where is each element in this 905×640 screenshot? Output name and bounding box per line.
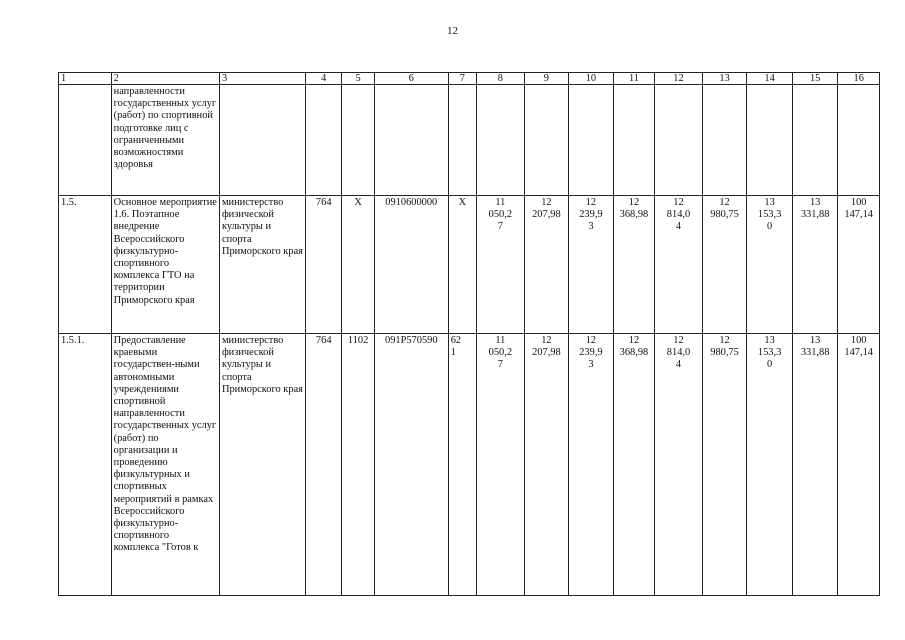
empty-cell (569, 85, 614, 196)
amount-cell: 13 153,3 0 (747, 196, 793, 334)
total-amount-cell: 100 147,14 (838, 334, 880, 596)
header-cell: 11 (613, 73, 655, 85)
expense-type-cell: X (448, 196, 476, 334)
row-number-cell (59, 85, 112, 196)
empty-cell (747, 85, 793, 196)
page-number: 12 (447, 25, 458, 37)
header-cell: 2 (111, 73, 219, 85)
header-row (59, 73, 880, 85)
amount-cell: 11 050,2 7 (477, 196, 525, 334)
header-cell: 10 (569, 73, 614, 85)
empty-cell (374, 85, 448, 196)
section-code-cell: 1102 (342, 334, 374, 596)
header-cell: 12 (655, 73, 703, 85)
header-cell: 5 (342, 73, 374, 85)
target-code-cell: 0910600000 (374, 196, 448, 334)
empty-cell (838, 85, 880, 196)
empty-cell (219, 85, 305, 196)
amount-cell: 13 153,3 0 (747, 334, 793, 596)
amount-cell: 12 207,98 (524, 196, 569, 334)
header-cell: 3 (219, 73, 305, 85)
empty-cell (477, 85, 525, 196)
activity-name-cell: Предоставление краевыми государствен-ными автономными учреждениями спортивной направленности государственных услуг (работ) по организации и проведению физкультурных и спортивных мероприятий в рамках Всероссийского физкультурно-спортивного комплекса "Готов к (111, 334, 219, 596)
section-code-cell: X (342, 196, 374, 334)
row-number-cell: 1.5. (59, 196, 112, 334)
header-cell: 7 (448, 73, 476, 85)
table-row-1-5-1 (59, 334, 880, 596)
activity-name-cell: Основное мероприятие 1.6. Поэтапное внедрение Всероссийского физкультурно-спортивного комплекса ГТО на территории Приморского края (111, 196, 219, 334)
grbs-code-cell: 764 (306, 334, 342, 596)
empty-cell (655, 85, 703, 196)
responsible-cell: министерство физической культуры и спорта Приморского края (219, 334, 305, 596)
total-amount-cell: 100 147,14 (838, 196, 880, 334)
amount-cell: 12 814,0 4 (655, 334, 703, 596)
header-cell: 9 (524, 73, 569, 85)
amount-cell: 12 368,98 (613, 334, 655, 596)
header-cell: 15 (792, 73, 838, 85)
header-cell: 13 (702, 73, 747, 85)
empty-cell (448, 85, 476, 196)
empty-cell (702, 85, 747, 196)
amount-cell: 12 239,9 3 (569, 334, 614, 596)
expense-type-cell: 62 1 (448, 334, 476, 596)
empty-cell (306, 85, 342, 196)
header-cell: 16 (838, 73, 880, 85)
empty-cell (342, 85, 374, 196)
empty-cell (792, 85, 838, 196)
grbs-code-cell: 764 (306, 196, 342, 334)
table-row-continuation (59, 85, 880, 196)
header-cell: 6 (374, 73, 448, 85)
amount-cell: 12 239,9 3 (569, 196, 614, 334)
amount-cell: 12 814,0 4 (655, 196, 703, 334)
amount-cell: 13 331,88 (792, 334, 838, 596)
row-number-cell: 1.5.1. (59, 334, 112, 596)
header-cell: 1 (59, 73, 112, 85)
budget-table (58, 72, 880, 596)
empty-cell (613, 85, 655, 196)
amount-cell: 13 331,88 (792, 196, 838, 334)
empty-cell (524, 85, 569, 196)
amount-cell: 12 368,98 (613, 196, 655, 334)
responsible-cell: министерство физической культуры и спорта Приморского края (219, 196, 305, 334)
activity-name-cell: направленности государственных услуг (работ) по спортивной подготовке лиц с ограниченными возможностями здоровья (111, 85, 219, 196)
amount-cell: 12 207,98 (524, 334, 569, 596)
amount-cell: 11 050,2 7 (477, 334, 525, 596)
header-cell: 4 (306, 73, 342, 85)
header-cell: 14 (747, 73, 793, 85)
amount-cell: 12 980,75 (702, 196, 747, 334)
table-row-1-5 (59, 196, 880, 334)
header-cell: 8 (477, 73, 525, 85)
target-code-cell: 091P570590 (374, 334, 448, 596)
amount-cell: 12 980,75 (702, 334, 747, 596)
